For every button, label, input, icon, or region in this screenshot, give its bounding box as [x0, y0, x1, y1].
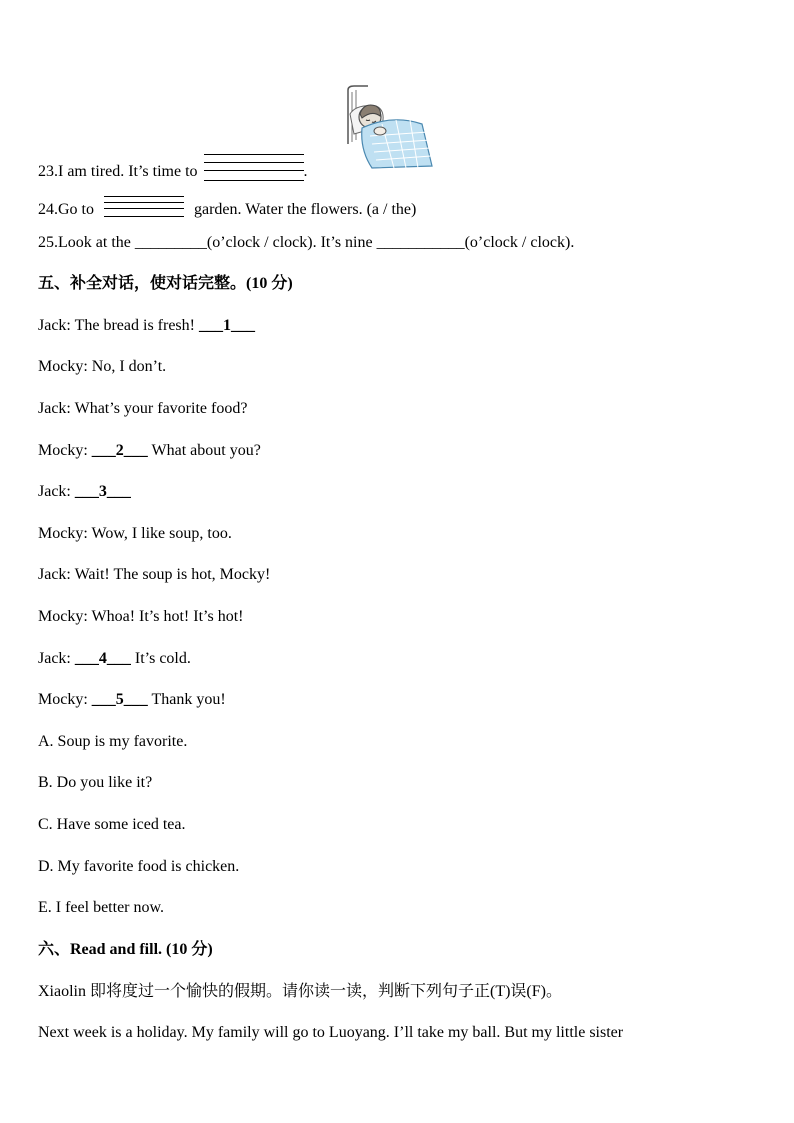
- dialogue-line: Mocky: ___2___ What about you?: [38, 442, 261, 459]
- option-c: C. Have some iced tea.: [38, 816, 186, 833]
- question-25: 25.Look at the _________(o’clock / clock). It’s nine ___________(o’clock / clock).: [38, 234, 575, 251]
- dialogue-line: Jack: Wait! The soup is hot, Mocky!: [38, 566, 271, 583]
- section-5-heading: 五、补全对话，使对话完整。(10 分): [38, 275, 293, 292]
- dialogue-line: Mocky: No, I don’t.: [38, 358, 167, 375]
- dialogue-line: Jack: What’s your favorite food?: [38, 400, 248, 417]
- question-24: 24.Go to garden. Water the flowers. (a / the): [38, 196, 416, 220]
- sleeping-girl-in-bed-icon: [342, 84, 434, 170]
- dialogue-line: Mocky: Whoa! It’s hot! It’s hot!: [38, 608, 244, 625]
- answer-lines: [104, 196, 184, 220]
- option-b: B. Do you like it?: [38, 774, 153, 791]
- question-23: 23.I am tired. It’s time to .: [38, 154, 308, 182]
- dialogue-line: Jack: The bread is fresh! ___1___: [38, 317, 255, 334]
- answer-lines: [204, 154, 304, 182]
- dialogue-line: Mocky: Wow, I like soup, too.: [38, 525, 232, 542]
- section-6-instruction: Xiaolin 即将度过一个愉快的假期。请你读一读，判断下列句子正(T)误(F)。: [38, 983, 562, 1000]
- dialogue-line: Jack: ___3___: [38, 483, 131, 500]
- option-d: D. My favorite food is chicken.: [38, 858, 240, 875]
- option-a: A. Soup is my favorite.: [38, 733, 188, 750]
- dialogue-line: Jack: ___4___ It’s cold.: [38, 650, 191, 667]
- dialogue-line: Mocky: ___5___ Thank you!: [38, 691, 226, 708]
- section-6-heading: 六、Read and fill. (10 分): [38, 941, 213, 958]
- option-e: E. I feel better now.: [38, 899, 165, 916]
- reading-passage: Next week is a holiday. My family will go to Luoyang. I’ll take my ball. But my little sister: [38, 1024, 624, 1041]
